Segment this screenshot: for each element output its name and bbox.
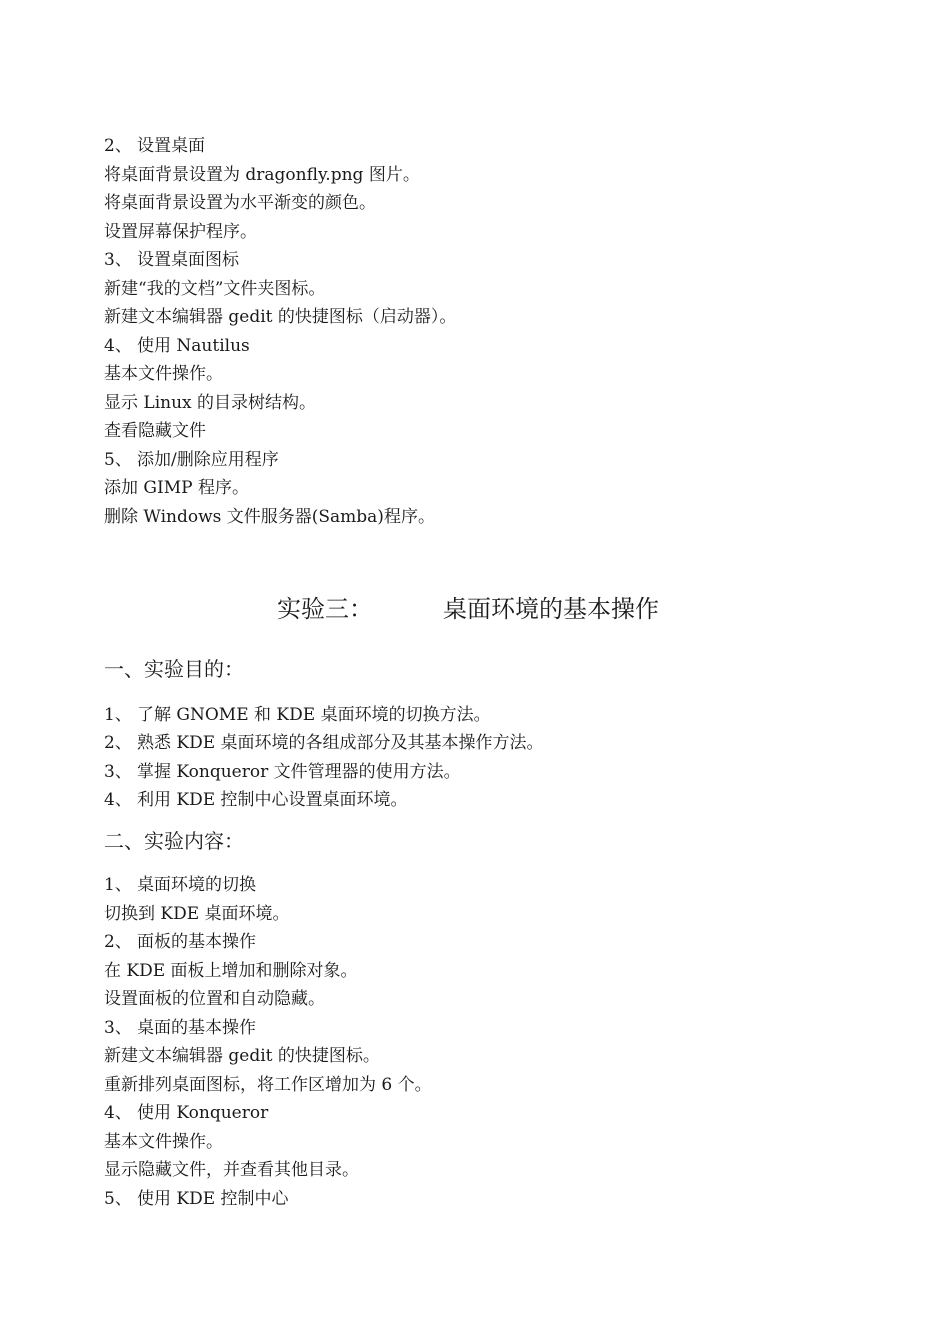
section-heading-contents: 二、实验内容： — [104, 829, 244, 853]
list-item — [104, 164, 420, 186]
item-text: 桌面的基本操作 — [137, 1018, 256, 1038]
item-text: 使用 KDE 控制中心 — [137, 1189, 289, 1209]
list-item — [104, 1045, 380, 1067]
list-item — [104, 363, 223, 385]
item-text: 将桌面背景设置为 dragonfly.png 图片。 — [104, 165, 420, 185]
list-item — [104, 135, 205, 157]
item-number: 1、 — [104, 875, 132, 895]
list-item — [104, 506, 435, 528]
item-number: 3、 — [104, 250, 132, 270]
list-item — [104, 1159, 359, 1181]
item-text: 新建文本编辑器 gedit 的快捷图标（启动器）。 — [104, 307, 457, 327]
list-item — [104, 1188, 289, 1210]
item-number: 3、 — [104, 762, 132, 782]
item-text: 查看隐藏文件 — [104, 421, 206, 441]
page-title — [0, 592, 950, 626]
list-item — [104, 392, 316, 414]
item-text: 新建“我的文档”文件夹图标。 — [104, 279, 326, 299]
item-text: 显示 Linux 的目录树结构。 — [104, 393, 317, 413]
list-item — [104, 874, 256, 896]
list-item — [104, 988, 325, 1010]
item-text: 桌面环境的切换 — [137, 875, 256, 895]
list-item — [104, 278, 325, 300]
item-text: 添加/删除应用程序 — [137, 450, 279, 470]
item-text: 添加 GIMP 程序。 — [104, 478, 249, 498]
item-text: 面板的基本操作 — [137, 932, 256, 952]
section-heading-objectives: 一、实验目的： — [104, 657, 244, 681]
list-item — [104, 1017, 256, 1039]
item-text: 切换到 KDE 桌面环境。 — [104, 904, 290, 924]
item-text: 基本文件操作。 — [104, 364, 223, 384]
list-item — [104, 960, 358, 982]
item-text: 设置屏幕保护程序。 — [104, 222, 257, 242]
item-text: 掌握 Konqueror 文件管理器的使用方法。 — [137, 762, 461, 782]
list-item — [104, 249, 239, 271]
list-item — [104, 931, 256, 953]
item-text: 显示隐藏文件，并查看其他目录。 — [104, 1160, 359, 1180]
list-item — [104, 789, 408, 811]
item-text: 新建文本编辑器 gedit 的快捷图标。 — [104, 1046, 380, 1066]
list-item — [104, 761, 461, 783]
item-number: 2、 — [104, 932, 132, 952]
item-text: 熟悉 KDE 桌面环境的各组成部分及其基本操作方法。 — [137, 733, 544, 753]
list-item — [104, 221, 257, 243]
item-text: 了解 GNOME 和 KDE 桌面环境的切换方法。 — [137, 705, 491, 725]
item-text: 在 KDE 面板上增加和删除对象。 — [104, 961, 358, 981]
item-text: 设置桌面图标 — [137, 250, 239, 270]
list-item — [104, 1131, 223, 1153]
item-number: 4、 — [104, 336, 132, 356]
item-number: 2、 — [104, 136, 132, 156]
title-text: 桌面环境的基本操作 — [443, 595, 659, 623]
item-text: 设置面板的位置和自动隐藏。 — [104, 989, 325, 1009]
list-item — [104, 420, 206, 442]
item-number: 3、 — [104, 1018, 132, 1038]
item-number: 2、 — [104, 733, 132, 753]
list-item — [104, 1074, 432, 1096]
item-text: 使用 Nautilus — [137, 336, 250, 356]
list-item — [104, 704, 491, 726]
list-item — [104, 449, 279, 471]
title-label: 实验三： — [277, 595, 373, 623]
item-text: 将桌面背景设置为水平渐变的颜色。 — [104, 193, 376, 213]
list-item — [104, 335, 250, 357]
item-text: 利用 KDE 控制中心设置桌面环境。 — [137, 790, 408, 810]
list-item — [104, 903, 290, 925]
item-text: 使用 Konqueror — [137, 1103, 269, 1123]
item-text: 设置桌面 — [137, 136, 205, 156]
item-number: 4、 — [104, 790, 132, 810]
item-number: 5、 — [104, 450, 132, 470]
list-item — [104, 306, 456, 328]
item-text: 重新排列桌面图标，将工作区增加为 6 个。 — [104, 1075, 432, 1095]
item-number: 1、 — [104, 705, 132, 725]
item-text: 删除 Windows 文件服务器(Samba)程序。 — [104, 507, 435, 527]
list-item — [104, 732, 544, 754]
item-text: 基本文件操作。 — [104, 1132, 223, 1152]
item-number: 4、 — [104, 1103, 132, 1123]
list-item — [104, 477, 249, 499]
list-item — [104, 192, 376, 214]
item-number: 5、 — [104, 1189, 132, 1209]
list-item — [104, 1102, 268, 1124]
